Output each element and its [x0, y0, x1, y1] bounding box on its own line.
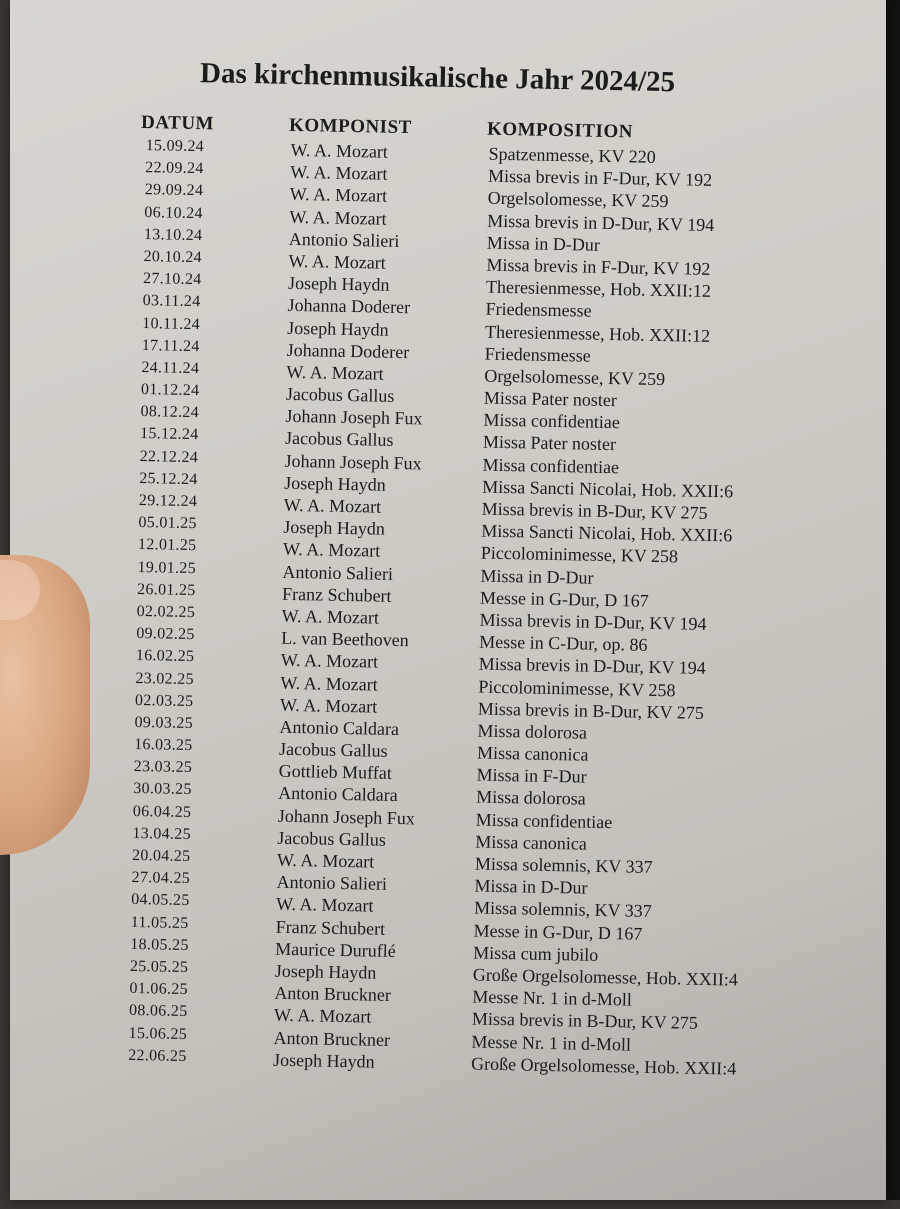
date-cell: 13.04.25 [132, 824, 192, 843]
date-cell: 05.01.25 [138, 514, 197, 533]
work-cell: Missa confidentiae [483, 409, 621, 433]
work-cell: Große Orgelsolomesse, Hob. XXII:4 [472, 964, 739, 990]
composer-cell: Joseph Haydn [272, 1049, 375, 1072]
work-cell: Messe in G-Dur, D 167 [479, 587, 649, 611]
work-cell: Missa brevis in F-Dur, KV 192 [486, 254, 711, 279]
work-cell: Messe Nr. 1 in d-Moll [472, 986, 633, 1010]
composer-cell: L. van Beethoven [281, 627, 409, 651]
date-cell: 10.11.24 [142, 314, 201, 333]
date-cell: 25.12.24 [139, 469, 198, 488]
work-cell: Missa solemnis, KV 337 [473, 897, 652, 922]
date-cell: 22.06.25 [128, 1046, 187, 1065]
composer-cell: Antonio Salieri [276, 871, 388, 895]
composer-cell: Joseph Haydn [284, 472, 386, 495]
composer-cell: W. A. Mozart [275, 894, 374, 916]
composer-cell: W. A. Mozart [280, 650, 379, 672]
composer-cell: Johanna Doderer [286, 339, 410, 362]
date-cell: 06.04.25 [132, 802, 192, 821]
work-cell: Theresienmesse, Hob. XXII:12 [485, 276, 712, 302]
composer-cell: Gottlieb Muffat [278, 760, 393, 784]
composer-cell: Antonio Salieri [282, 561, 394, 584]
date-cell: 23.03.25 [133, 758, 193, 777]
work-cell: Theresienmesse, Hob. XXII:12 [484, 321, 711, 346]
composer-cell: W. A. Mozart [289, 206, 387, 229]
work-cell: Missa cum jubilo [473, 942, 599, 965]
date-cell: 08.06.25 [128, 1002, 188, 1021]
composer-cell: Maurice Duruflé [275, 938, 396, 961]
schedule-table [0, 134, 900, 1083]
date-cell: 09.02.25 [136, 625, 195, 644]
date-cell: 23.02.25 [135, 669, 195, 688]
work-cell: Missa brevis in D-Dur, KV 194 [478, 653, 706, 679]
work-cell: Missa brevis in F-Dur, KV 192 [487, 165, 713, 191]
date-cell: 29.09.24 [144, 181, 204, 200]
work-cell: Missa in D-Dur [486, 232, 601, 255]
work-cell: Missa confidentiae [482, 454, 620, 477]
composer-cell: W. A. Mozart [276, 849, 375, 872]
composer-cell: W. A. Mozart [282, 539, 381, 562]
date-cell: 15.09.24 [145, 137, 205, 156]
date-cell: 15.06.25 [128, 1024, 188, 1043]
work-cell: Missa brevis in B-Dur, KV 275 [481, 498, 708, 523]
work-cell: Missa in D-Dur [480, 565, 594, 588]
work-cell: Messe in G-Dur, D 167 [473, 920, 643, 944]
date-cell: 19.01.25 [137, 558, 197, 577]
work-cell: Missa Pater noster [482, 432, 617, 455]
composer-cell: W. A. Mozart [290, 139, 389, 162]
work-cell: Orgelsolomesse, KV 259 [484, 365, 666, 389]
composer-cell: W. A. Mozart [288, 250, 386, 273]
date-cell: 04.05.25 [131, 891, 190, 910]
work-cell: Missa solemnis, KV 337 [474, 853, 653, 877]
composer-cell: W. A. Mozart [286, 361, 384, 384]
date-cell: 24.11.24 [141, 358, 200, 378]
date-cell: 22.12.24 [139, 447, 199, 466]
date-cell: 02.02.25 [136, 602, 196, 622]
work-cell: Missa brevis in D-Dur, KV 194 [487, 210, 715, 235]
column-header-work: KOMPOSITION [486, 118, 634, 143]
composer-cell: Johanna Doderer [287, 295, 411, 318]
date-cell: 09.03.25 [134, 713, 194, 732]
work-cell: Piccolominimesse, KV 258 [480, 542, 679, 567]
composer-cell: Johann Joseph Fux [277, 805, 416, 828]
composer-cell: Antonio Caldara [278, 783, 398, 806]
composer-cell: Jacobus Gallus [277, 827, 387, 850]
date-cell: 12.01.25 [137, 536, 197, 555]
column-header-composer: KOMPONIST [288, 114, 412, 139]
work-cell: Missa confidentiae [475, 809, 613, 832]
date-cell: 30.03.25 [133, 780, 192, 799]
date-cell: 01.06.25 [129, 980, 189, 999]
composer-cell: Antonio Salieri [288, 228, 400, 251]
document-title: Das kirchenmusikalische Jahr 2024/25 [199, 57, 676, 99]
work-cell: Orgelsolomesse, KV 259 [487, 188, 669, 212]
date-cell: 27.04.25 [131, 869, 191, 888]
work-cell: Missa dolorosa [476, 786, 586, 810]
composer-cell: Jacobus Gallus [284, 428, 394, 451]
work-cell: Missa brevis in D-Dur, KV 194 [479, 609, 707, 634]
date-cell: 22.09.24 [145, 159, 204, 178]
work-cell: Missa brevis in B-Dur, KV 275 [477, 698, 705, 723]
date-cell: 01.12.24 [140, 381, 200, 400]
composer-cell: Joseph Haydn [287, 272, 390, 295]
composer-cell: Franz Schubert [275, 916, 386, 939]
work-cell: Messe in C-Dur, op. 86 [479, 631, 648, 655]
composer-cell: Franz Schubert [281, 583, 392, 606]
date-cell: 17.11.24 [141, 336, 200, 355]
composer-cell: Anton Bruckner [273, 1027, 391, 1050]
composer-cell: Jacobus Gallus [278, 738, 388, 761]
date-cell: 03.11.24 [142, 292, 201, 311]
date-cell: 25.05.25 [129, 957, 189, 976]
date-cell: 15.12.24 [139, 425, 199, 444]
composer-cell: Johann Joseph Fux [285, 406, 423, 429]
date-cell: 29.12.24 [138, 492, 198, 511]
date-cell: 27.10.24 [142, 270, 202, 289]
work-cell: Missa in F-Dur [476, 764, 587, 787]
composer-cell: Joseph Haydn [283, 516, 386, 539]
date-cell: 18.05.25 [130, 935, 189, 954]
composer-cell: W. A. Mozart [280, 672, 378, 695]
date-cell: 08.12.24 [140, 403, 200, 422]
work-cell: Missa brevis in B-Dur, KV 275 [471, 1008, 699, 1034]
date-cell: 20.04.25 [131, 846, 191, 866]
work-cell: Missa in D-Dur [474, 875, 588, 898]
composer-cell: W. A. Mozart [279, 694, 378, 717]
work-cell: Missa dolorosa [477, 720, 588, 743]
work-cell: Missa Sancti Nicolai, Hob. XXII:6 [481, 520, 733, 546]
work-cell: Piccolominimesse, KV 258 [478, 676, 676, 700]
composer-cell: Joseph Haydn [287, 317, 389, 340]
composer-cell: W. A. Mozart [283, 494, 382, 517]
work-cell: Missa Sancti Nicolai, Hob. XXII:6 [481, 476, 734, 502]
composer-cell: W. A. Mozart [273, 1005, 372, 1027]
work-cell: Missa Pater noster [483, 387, 618, 411]
work-cell: Friedensmesse [485, 298, 592, 321]
work-cell: Große Orgelsolomesse, Hob. XXII:4 [470, 1053, 737, 1079]
column-header-date: DATUM [140, 111, 215, 135]
composer-cell: W. A. Mozart [289, 162, 388, 184]
composer-cell: Jacobus Gallus [285, 383, 395, 406]
date-cell: 16.03.25 [134, 736, 193, 755]
work-cell: Friedensmesse [484, 343, 591, 366]
work-cell: Messe Nr. 1 in d-Moll [471, 1030, 632, 1055]
composer-cell: Joseph Haydn [274, 960, 377, 983]
work-cell: Missa canonica [475, 831, 588, 854]
composer-cell: Johann Joseph Fux [284, 450, 422, 474]
composer-cell: W. A. Mozart [281, 605, 380, 628]
date-cell: 13.10.24 [143, 225, 203, 244]
date-cell: 11.05.25 [130, 913, 189, 932]
work-cell: Missa canonica [476, 742, 589, 765]
date-cell: 26.01.25 [136, 580, 196, 599]
composer-cell: Antonio Caldara [279, 716, 400, 739]
composer-cell: W. A. Mozart [289, 184, 388, 207]
composer-cell: Anton Bruckner [274, 982, 392, 1006]
work-cell: Spatzenmesse, KV 220 [488, 143, 656, 167]
date-cell: 20.10.24 [143, 247, 203, 267]
date-cell: 02.03.25 [134, 691, 194, 710]
date-cell: 16.02.25 [135, 647, 195, 666]
date-cell: 06.10.24 [144, 203, 203, 222]
